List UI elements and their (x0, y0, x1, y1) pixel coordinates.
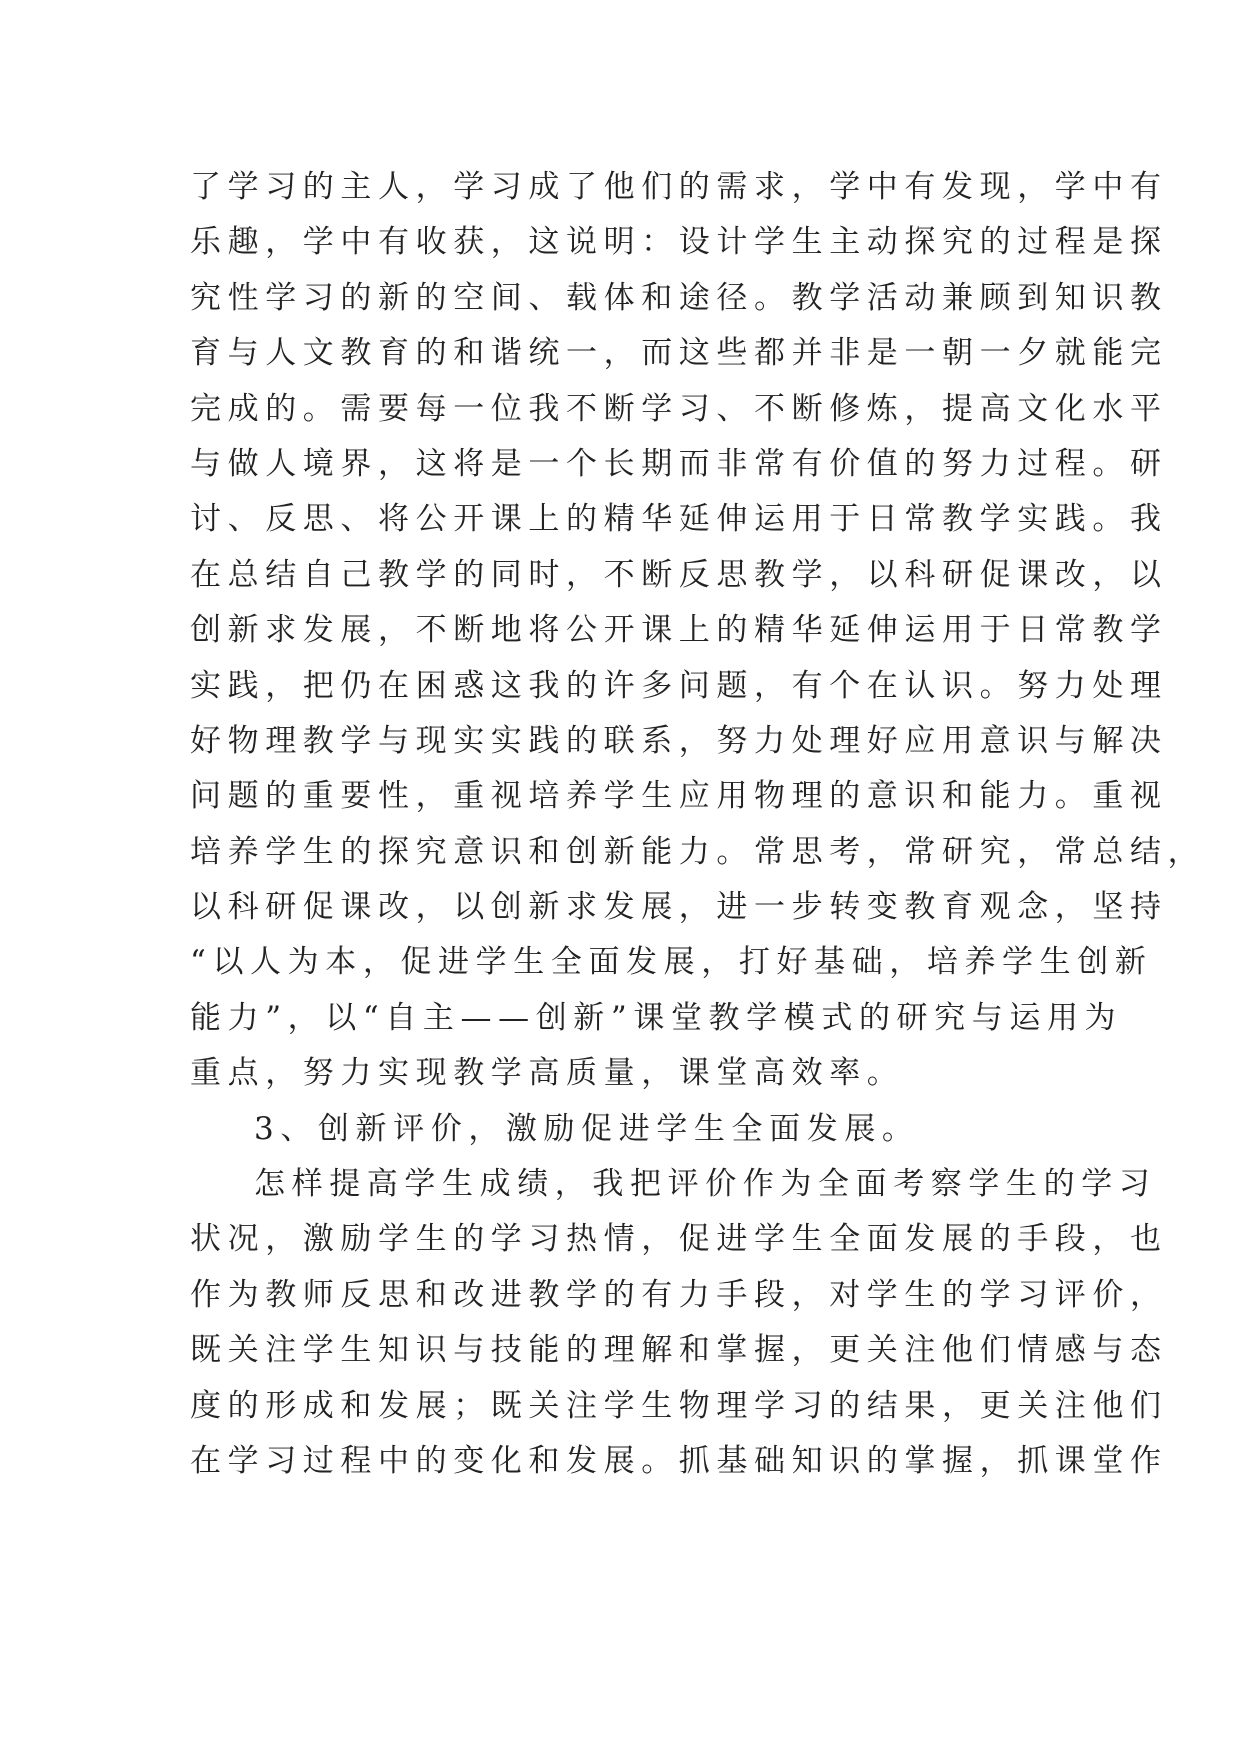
text-line: 讨、反思、将公开课上的精华延伸运用于日常教学实践。我 (190, 501, 1168, 538)
text-line: 好物理教学与现实实践的联系，努力处理好应用意识与解决 (190, 722, 1168, 759)
text-line: “以人为本，促进学生全面发展，打好基础，培养学生创新 (190, 944, 1153, 981)
section-heading: 3、创新评价，激励促进学生全面发展。 (254, 1110, 920, 1147)
text-line: 乐趣，学中有收获，这说明：设计学生主动探究的过程是探 (190, 224, 1168, 261)
text-line: 培养学生的探究意识和创新能力。常思考，常研究，常总结， (190, 833, 1206, 870)
document-body (190, 160, 1206, 1489)
text-line: 既关注学生知识与技能的理解和掌握，更关注他们情感与态 (190, 1332, 1168, 1369)
text-line: 问题的重要性，重视培养学生应用物理的意识和能力。重视 (190, 778, 1168, 815)
paragraph-first-line: 怎样提高学生成绩，我把评价作为全面考察学生的学习 (254, 1166, 1157, 1203)
text-line: 在总结自己教学的同时，不断反思教学，以科研促课改，以 (190, 556, 1168, 593)
text-line: 创新求发展，不断地将公开课上的精华延伸运用于日常教学 (190, 612, 1168, 649)
text-line: 能力”，以“自主——创新”课堂教学模式的研究与运用为 (190, 999, 1123, 1036)
text-line: 与做人境界，这将是一个长期而非常有价值的努力过程。研 (190, 445, 1168, 482)
text-line: 作为教师反思和改进教学的有力手段，对学生的学习评价， (190, 1276, 1168, 1313)
text-line: 了学习的主人，学习成了他们的需求，学中有发现，学中有 (190, 169, 1168, 205)
text-line: 完成的。需要每一位我不断学习、不断修炼，提高文化水平 (190, 390, 1168, 427)
text-line: 状况，激励学生的学习热情，促进学生全面发展的手段，也 (190, 1221, 1168, 1258)
text-line: 度的形成和发展；既关注学生物理学习的结果，更关注他们 (190, 1387, 1168, 1424)
text-line: 重点，努力实现教学高质量，课堂高效率。 (190, 1055, 905, 1092)
text-line: 以科研促课改，以创新求发展，进一步转变教育观念，坚持 (190, 889, 1168, 926)
text-line: 实践，把仍在困惑这我的许多问题，有个在认识。努力处理 (190, 667, 1168, 704)
text-line: 在学习过程中的变化和发展。抓基础知识的掌握，抓课堂作 (190, 1442, 1168, 1479)
text-line: 育与人文教育的和谐统一，而这些都并非是一朝一夕就能完 (190, 335, 1168, 372)
text-line: 究性学习的新的空间、载体和途径。教学活动兼顾到知识教 (190, 279, 1168, 316)
